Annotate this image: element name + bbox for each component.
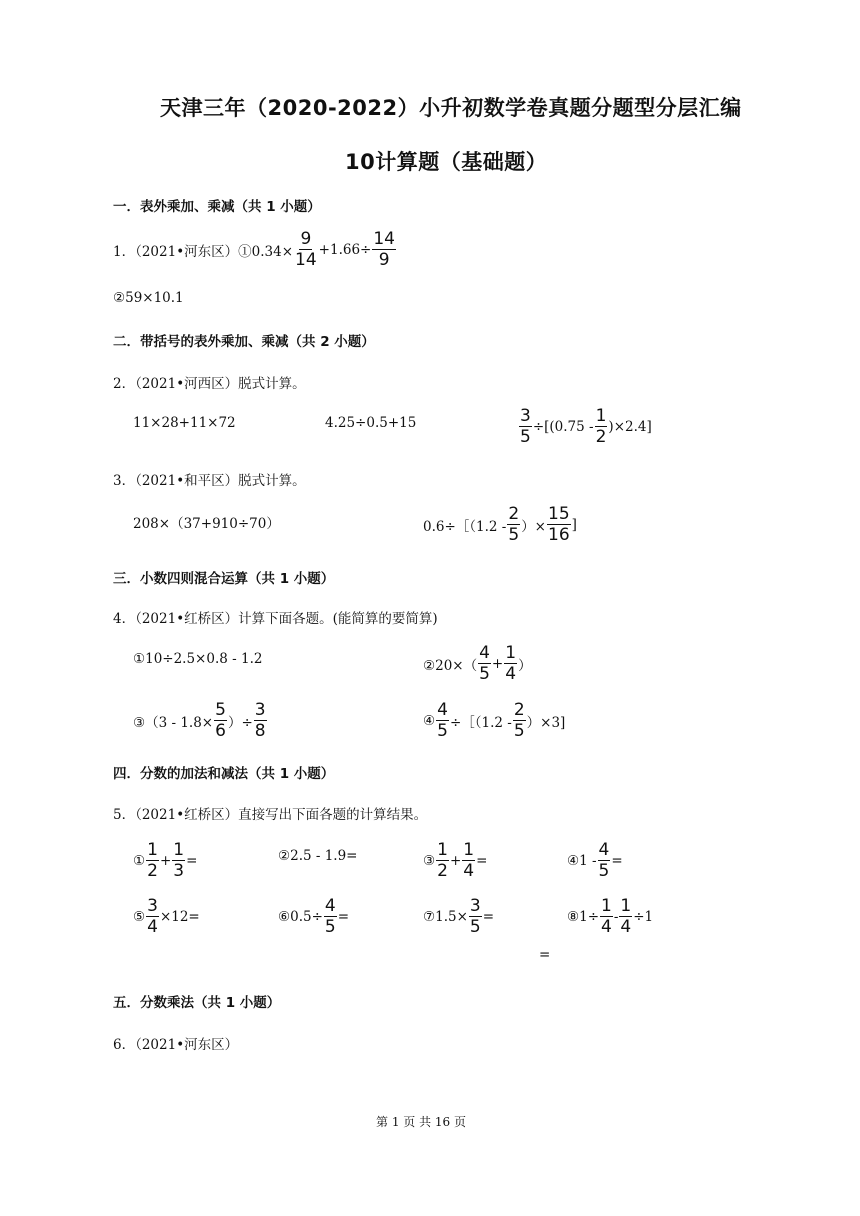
section-heading-4: 四．分数的加法和减法（共 1 小题）: [113, 766, 335, 782]
title-line-2: 10计算题（基础题）: [345, 150, 548, 174]
q5-item-text: ⑥0.5÷: [278, 909, 323, 925]
q2-expr-3-text: )×2.4]: [608, 419, 652, 435]
question-5-stem: 5．（2021•红桥区）直接写出下面各题的计算结果。: [113, 807, 428, 823]
fraction: $\frac{1}{2}$: [147, 840, 158, 881]
q5-item-text: -: [613, 909, 619, 925]
q4-expr-1: ①10÷2.5×0.8 - 1.2: [133, 651, 263, 667]
q5-item-text: =: [611, 853, 623, 869]
fraction: $\frac{1}{3}$: [173, 840, 185, 881]
fraction: $\frac{3}{8}$: [254, 700, 266, 741]
question-2-stem: 2．（2021•河西区）脱式计算。: [113, 376, 306, 392]
q4-expr-4: [423, 702, 565, 740]
fraction: $\frac{1}{4}$: [463, 840, 475, 881]
fraction: $\frac{4}{5}$: [324, 896, 336, 937]
section-heading-5: 五．分数乘法（共 1 小题）: [113, 995, 281, 1011]
q5-item-8: [567, 898, 653, 936]
question-3-stem: 3．（2021•和平区）脱式计算。: [113, 473, 306, 489]
fraction: $\frac{1}{4}$: [505, 643, 517, 684]
fraction: $\frac{2}{5}$: [508, 504, 520, 545]
q5-item-text: +: [449, 853, 462, 869]
fraction: $\frac{4}{5}$: [479, 643, 490, 684]
q5-item-text: ⑧1÷: [567, 909, 600, 925]
fraction: $\frac{4}{5}$: [437, 700, 448, 741]
page-footer: 第 1 页 共 16 页: [376, 1115, 466, 1129]
q4-expr-4-text: ④: [423, 713, 436, 729]
q4-expr-2-text: ②20×（: [423, 658, 478, 674]
q5-item-text: ⑦1.5×: [423, 909, 468, 925]
q4-expr-2-text: +: [491, 656, 504, 672]
q2-expr-3-text: ÷[(0.75 -: [532, 419, 594, 435]
q5-item-6: [278, 898, 349, 936]
q1-mid: +1.66÷: [318, 242, 372, 258]
q5-item-2: ②2.5 - 1.9=: [278, 848, 358, 864]
fraction: $\frac{1}{4}$: [620, 896, 632, 937]
q4-expr-4-text: ÷［（1.2 -: [449, 715, 512, 731]
q5-item-8-continuation: =: [539, 947, 551, 963]
fraction: $\frac{14}{9}$: [373, 229, 395, 270]
q5-item-text: =: [482, 909, 495, 925]
q5-item-text: =: [186, 853, 198, 869]
section-heading-2: 二．带括号的表外乘加、乘减（共 2 小题）: [113, 334, 375, 350]
q5-item-5: [133, 898, 200, 936]
question-4-stem: 4．（2021•红桥区）计算下面各题。(能简算的要简算): [113, 611, 438, 627]
q5-item-text: ①: [133, 853, 146, 869]
fraction: $\frac{1}{2}$: [595, 406, 607, 447]
fraction: $\frac{1}{4}$: [601, 896, 612, 937]
fraction: $\frac{3}{4}$: [147, 896, 158, 937]
fraction: $\frac{2}{5}$: [513, 700, 525, 741]
fraction: $\frac{1}{2}$: [437, 840, 448, 881]
q4-expr-2-text: ）: [518, 658, 532, 674]
q1-prefix: 1．（2021•河东区）①0.34×: [113, 244, 294, 260]
q4-expr-3-text: ③（3 - 1.8×: [133, 715, 214, 731]
q2-expr-3: [518, 408, 652, 446]
question-1-part-2: ②59×10.1: [113, 290, 184, 306]
fraction: $\frac{15}{16}$: [548, 504, 570, 545]
q5-item-1: [133, 842, 197, 880]
q4-expr-4-text: ）×3]: [526, 715, 566, 731]
fraction: $\frac{9}{14}$: [295, 229, 317, 270]
fraction: $\frac{3}{5}$: [469, 896, 481, 937]
q3-expr-2: [423, 506, 577, 544]
q3-expr-2-text: 0.6÷［（1.2 -: [423, 519, 507, 535]
q5-item-7: [423, 898, 494, 936]
q4-expr-2: [423, 645, 532, 683]
question-6-stem: 6．（2021•河东区）: [113, 1037, 239, 1053]
q3-expr-2-text: ）×: [521, 519, 546, 535]
fraction: $\frac{5}{6}$: [215, 700, 226, 741]
title-line-1: 天津三年（2020-2022）小升初数学卷真题分题型分层汇编: [160, 96, 742, 120]
q5-item-text: =: [337, 909, 350, 925]
q5-item-text: ⑤: [133, 909, 146, 925]
q4-expr-3: [133, 702, 268, 740]
section-heading-1: 一．表外乘加、乘减（共 1 小题）: [113, 199, 321, 215]
q5-item-text: =: [476, 853, 488, 869]
q5-item-text: ×12=: [159, 909, 200, 925]
q4-expr-3-text: ）÷: [227, 715, 253, 731]
fraction: $\frac{4}{5}$: [598, 840, 610, 881]
q5-item-3: [423, 842, 487, 880]
q2-expr-1: 11×28+11×72: [133, 415, 236, 431]
fraction: $\frac{3}{5}$: [520, 406, 531, 447]
q5-item-4: [567, 842, 623, 880]
q3-expr-1: 208×（37+910÷70）: [133, 516, 280, 532]
question-1-part-1: [113, 231, 397, 269]
q5-item-text: ④1 -: [567, 853, 597, 869]
q5-item-text: ÷1: [633, 909, 654, 925]
q5-item-text: ③: [423, 853, 436, 869]
q2-expr-2: 4.25÷0.5+15: [325, 415, 417, 431]
q3-expr-2-text: ]: [571, 517, 577, 533]
q5-item-text: +: [159, 853, 172, 869]
section-heading-3: 三．小数四则混合运算（共 1 小题）: [113, 571, 335, 587]
